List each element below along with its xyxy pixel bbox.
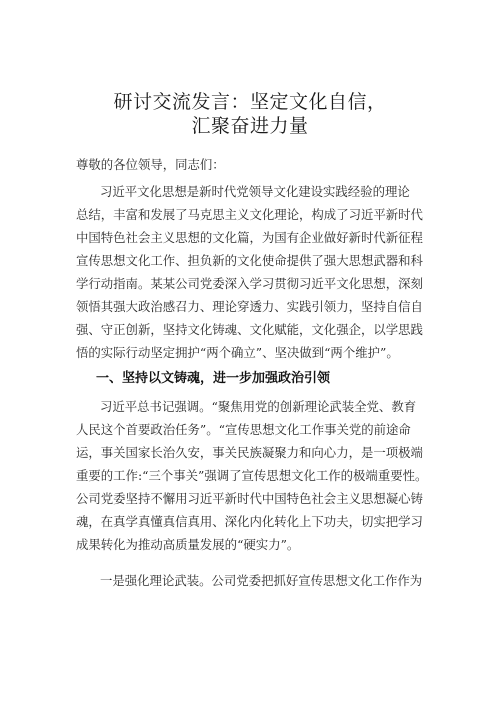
paragraph-1-line: 领悟其强大政治感召力、理论穿透力、实践引领力，坚持自信自 — [76, 299, 423, 314]
paragraph-3-line: 一是强化理论武装。公司党委把抓好宣传思想文化工作作为 — [100, 573, 423, 588]
paragraph-1-line: 习近平文化思想是新时代党领导文化建设实践经验的理论 — [100, 184, 410, 199]
paragraph-2-line: 重要的工作:“三个事关”强调了宣传思想文化工作的极端重要性。 — [76, 468, 428, 483]
paragraph-2-line: 公司党委坚持不懈用习近平新时代中国特色社会主义思想凝心铸 — [76, 491, 423, 506]
paragraph-2-line: 人民这个首要政治任务”。“宣传思想文化工作事关党的前途命 — [76, 422, 411, 437]
paragraph-1-line: 宣传思想文化工作、担负新的文化使命提供了强大思想武器和科 — [76, 253, 423, 268]
document-title-line-1: 研讨交流发言：坚定文化自信， — [113, 91, 387, 113]
paragraph-2-line: 习近平总书记强调。“聚焦用党的创新理论武装全党、教育 — [100, 399, 417, 414]
section-heading-1: 一、坚持以文铸魂，进一步加强政治引领 — [96, 371, 331, 386]
paragraph-1-line: 悟的实际行动坚定拥护“两个确立”、坚决做到“两个维护”。 — [76, 345, 399, 360]
paragraph-2-line: 成果转化为推动高质量发展的“硬实力”。 — [76, 537, 300, 552]
paragraph-1-line: 中国特色社会主义思想的文化篇，为国有企业做好新时代新征程 — [76, 230, 423, 245]
paragraph-1-line: 强、守正创新，坚持文化铸魂、文化赋能，文化强企，以学思践 — [76, 322, 423, 337]
document-title-line-2: 汇聚奋进力量 — [191, 115, 309, 137]
paragraph-2-line: 魂，在真学真懂真信真用、深化内化转化上下功夫，切实把学习 — [76, 514, 423, 529]
paragraph-1-line: 学行动指南。某某公司党委深入学习贯彻习近平文化思想，深刻 — [76, 276, 423, 291]
paragraph-2-line: 运，事关国家长治久安，事关民族凝聚力和向心力，是一项极端 — [76, 445, 423, 460]
salutation: 尊敬的各位领导，同志们： — [76, 157, 225, 172]
paragraph-1-line: 总结，丰富和发展了马克思主义文化理论，构成了习近平新时代 — [76, 207, 423, 222]
